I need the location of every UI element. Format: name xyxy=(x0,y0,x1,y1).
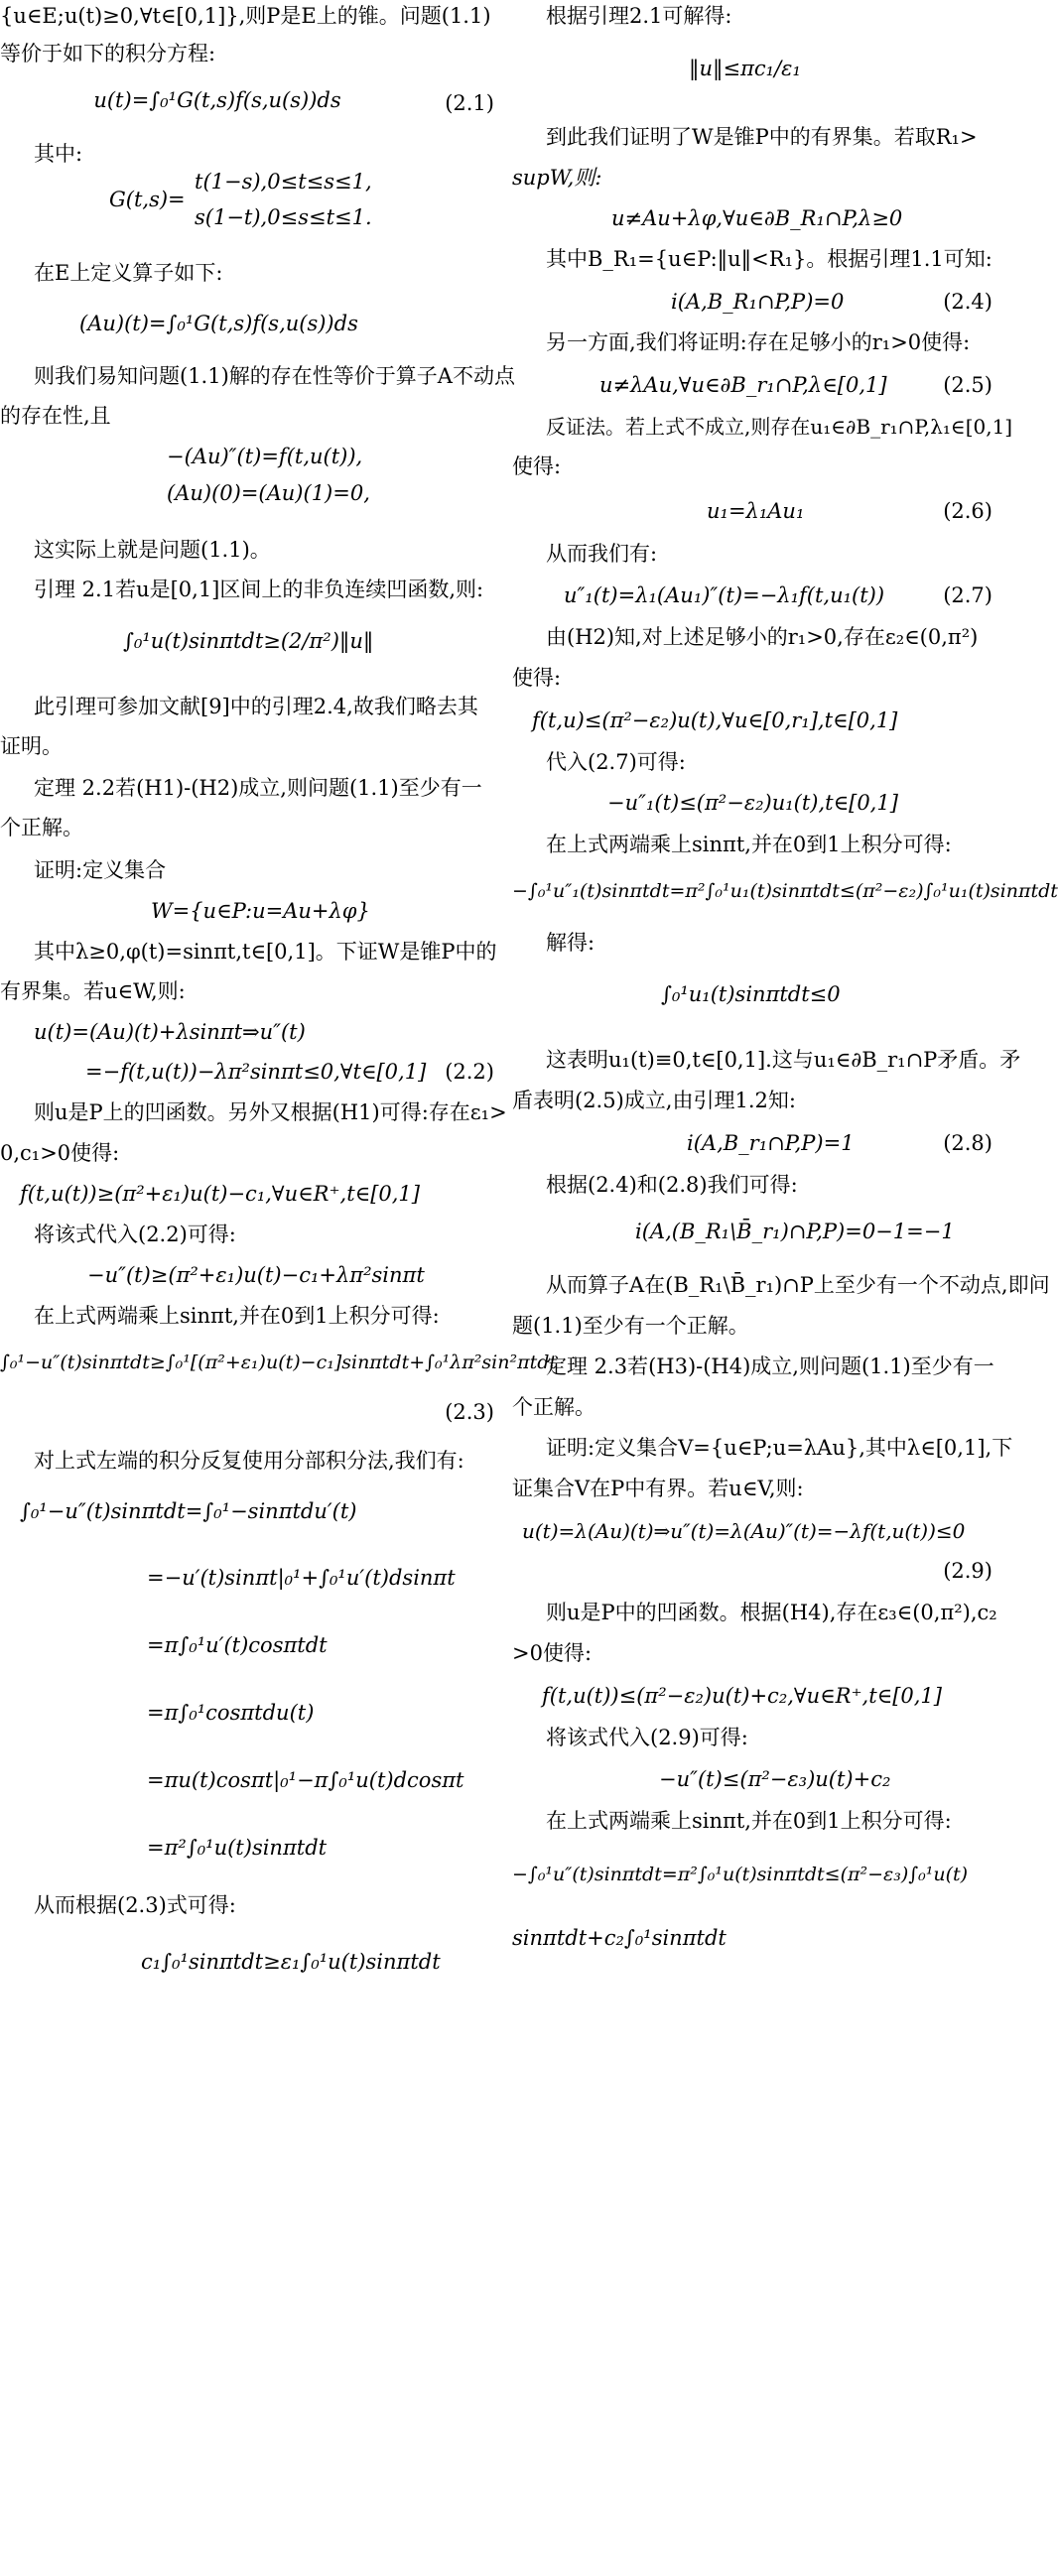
equation: sinπtdt+c₂∫₀¹sinπtdt xyxy=(512,1926,727,1950)
equation: =−u′(t)sinπt|₀¹+∫₀¹u′(t)dsinπt xyxy=(147,1566,456,1590)
text-line: 反证法。若上式不成立,则存在u₁∈∂B_r₁∩P,λ₁∈[0,1] xyxy=(546,415,1013,439)
text-line: supW,则: xyxy=(512,166,602,190)
equation: u≠Au+λφ,∀u∈∂B_R₁∩P,λ≥0 xyxy=(611,206,903,230)
equation: −∫₀¹u″₁(t)sinπtdt=π²∫₀¹u₁(t)sinπtdt≤(π²−ε₂)∫₀¹u₁(t)sinπtdt xyxy=(512,880,1058,902)
equation: i(A,B_r₁∩P,P)=1 xyxy=(687,1131,855,1155)
equation: =π²∫₀¹u(t)sinπtdt xyxy=(147,1836,328,1860)
equation: u(t)=∫₀¹G(t,s)f(s,u(s))ds xyxy=(93,88,341,112)
equation: −(Au)″(t)=f(t,u(t)), xyxy=(167,445,363,468)
text-line: 代入(2.7)可得: xyxy=(546,750,686,774)
equation-number: (2.4) xyxy=(943,290,992,314)
text-line: 从而根据(2.3)式可得: xyxy=(34,1893,236,1917)
text-line: 在上式两端乘上sinπt,并在0到1上积分可得: xyxy=(34,1304,440,1328)
text-line: 此引理可参加文献[9]中的引理2.4,故我们略去其 xyxy=(34,695,478,718)
equation: (Au)(0)=(Au)(1)=0, xyxy=(167,481,370,505)
text-line: 其中λ≥0,φ(t)=sinπt,t∈[0,1]。下证W是锥P中的 xyxy=(34,940,497,964)
text-line: >0使得: xyxy=(512,1641,593,1665)
text-line: 使得: xyxy=(512,666,562,690)
theorem-statement: 定理 2.3若(H3)-(H4)成立,则问题(1.1)至少有一 xyxy=(546,1354,994,1378)
text-line: 证集合V在P中有界。若u∈V,则: xyxy=(512,1477,804,1500)
text-line: 这实际上就是问题(1.1)。 xyxy=(34,538,271,562)
text-line: 由(H2)知,对上述足够小的r₁>0,存在ε₂∈(0,π²) xyxy=(546,625,979,649)
equation-number: (2.3) xyxy=(445,1400,494,1424)
text-line: 盾表明(2.5)成立,由引理1.2知: xyxy=(512,1089,796,1112)
text-line: 题(1.1)至少有一个正解。 xyxy=(512,1314,749,1338)
equation: =−f(t,u(t))−λπ²sinπt≤0,∀t∈[0,1] xyxy=(85,1060,427,1084)
text-line: 证明。 xyxy=(0,734,63,758)
text-line: 在上式两端乘上sinπt,并在0到1上积分可得: xyxy=(546,833,952,856)
text-line: {u∈E;u(t)≥0,∀t∈[0,1]},则P是E上的锥。问题(1.1) xyxy=(0,4,491,28)
text-line: 根据(2.4)和(2.8)我们可得: xyxy=(546,1173,798,1197)
equation: =π∫₀¹u′(t)cosπtdt xyxy=(147,1633,328,1657)
equation: −u″(t)≤(π²−ε₃)u(t)+c₂ xyxy=(659,1767,891,1791)
text-line: 等价于如下的积分方程: xyxy=(0,42,216,65)
equation: f(t,u(t))≤(π²−ε₂)u(t)+c₂,∀u∈R⁺,t∈[0,1] xyxy=(542,1684,942,1708)
equation: i(A,(B_R₁\B̄_r₁)∩P,P)=0−1=−1 xyxy=(635,1220,955,1243)
equation: u₁=λ₁Au₁ xyxy=(707,499,805,523)
text-line: 对上式左端的积分反复使用分部积分法,我们有: xyxy=(34,1449,464,1473)
text-line: 将该式代入(2.9)可得: xyxy=(546,1726,748,1749)
equation: W={u∈P:u=Au+λφ} xyxy=(151,899,370,923)
text-line: 在E上定义算子如下: xyxy=(34,261,223,285)
equation-number: (2.6) xyxy=(943,499,992,523)
equation: u(t)=(Au)(t)+λsinπt⇒u″(t) xyxy=(34,1020,306,1044)
equation: t(1−s),0≤t≤s≤1, xyxy=(195,170,372,193)
text-line: 其中B_R₁={u∈P:‖u‖<R₁}。根据引理1.1可知: xyxy=(546,247,992,271)
text-line: 使得: xyxy=(512,454,562,478)
text-line: 个正解。 xyxy=(512,1395,595,1419)
equation-number: (2.8) xyxy=(943,1131,992,1155)
text-line: 个正解。 xyxy=(0,816,83,839)
text-line: 有界集。若u∈W,则: xyxy=(0,979,186,1003)
equation: c₁∫₀¹sinπtdt≥ε₁∫₀¹u(t)sinπtdt xyxy=(141,1950,441,1974)
equation: f(t,u(t))≥(π²+ε₁)u(t)−c₁,∀u∈R⁺,t∈[0,1] xyxy=(20,1182,420,1206)
text-line: 这表明u₁(t)≡0,t∈[0,1].这与u₁∈∂B_r₁∩P矛盾。矛 xyxy=(546,1048,1021,1072)
equation: ∫₀¹u₁(t)sinπtdt≤0 xyxy=(661,982,841,1006)
text-line: 到此我们证明了W是锥P中的有界集。若取R₁> xyxy=(546,125,978,149)
equation: f(t,u)≤(π²−ε₂)u(t),∀u∈[0,r₁],t∈[0,1] xyxy=(532,708,898,732)
text-line: 则u是P上的凹函数。另外又根据(H1)可得:存在ε₁> xyxy=(34,1100,507,1124)
equation: −u″₁(t)≤(π²−ε₂)u₁(t),t∈[0,1] xyxy=(607,791,898,815)
text-line: 根据引理2.1可解得: xyxy=(546,4,732,28)
text-line: 证明:定义集合 xyxy=(34,858,167,882)
text-line: 证明:定义集合V={u∈P;u=λAu},其中λ∈[0,1],下 xyxy=(546,1436,1013,1460)
text-line: 从而我们有: xyxy=(546,542,658,566)
equation: =πu(t)cosπt|₀¹−π∫₀¹u(t)dcosπt xyxy=(147,1768,464,1792)
text-line: 则我们易知问题(1.1)解的存在性等价于算子A不动点 xyxy=(34,364,515,388)
equation: ∫₀¹−u″(t)sinπtdt≥∫₀¹[(π²+ε₁)u(t)−c₁]sinπtdt+∫₀¹λπ²sin²πtdt xyxy=(0,1352,558,1373)
equation: −u″(t)≥(π²+ε₁)u(t)−c₁+λπ²sinπt xyxy=(87,1263,425,1287)
text-line: 其中: xyxy=(34,142,83,166)
equation: (Au)(t)=∫₀¹G(t,s)f(s,u(s))ds xyxy=(79,312,358,335)
equation-number: (2.1) xyxy=(445,91,494,115)
equation: u(t)=λ(Au)(t)⇒u″(t)=λ(Au)″(t)=−λf(t,u(t))≤0 xyxy=(522,1519,966,1543)
equation-number: (2.5) xyxy=(943,373,992,397)
equation: i(A,B_R₁∩P,P)=0 xyxy=(671,290,845,314)
equation: u≠λAu,∀u∈∂B_r₁∩P,λ∈[0,1] xyxy=(599,373,887,397)
equation: ∫₀¹−u″(t)sinπtdt=∫₀¹−sinπtdu′(t) xyxy=(20,1499,357,1523)
text-line: 将该式代入(2.2)可得: xyxy=(34,1223,236,1246)
text-line: 0,c₁>0使得: xyxy=(0,1141,120,1165)
text-line: 在上式两端乘上sinπt,并在0到1上积分可得: xyxy=(546,1809,952,1833)
equation: G(t,s)= xyxy=(109,188,186,211)
equation-number: (2.7) xyxy=(943,583,992,607)
equation: ∫₀¹u(t)sinπtdt≥(2/π²)‖u‖ xyxy=(123,629,374,653)
text-line: 的存在性,且 xyxy=(0,404,111,428)
text-line: 另一方面,我们将证明:存在足够小的r₁>0使得: xyxy=(546,330,971,354)
text-line: 从而算子A在(B_R₁\B̄_r₁)∩P上至少有一个不动点,即问 xyxy=(546,1273,1050,1297)
equation: s(1−t),0≤s≤t≤1. xyxy=(195,205,372,229)
equation: −∫₀¹u″(t)sinπtdt=π²∫₀¹u(t)sinπtdt≤(π²−ε₃)∫₀¹u(t) xyxy=(512,1864,969,1885)
text-line: 则u是P中的凹函数。根据(H4),存在ε₃∈(0,π²),c₂ xyxy=(546,1601,997,1624)
equation: u″₁(t)=λ₁(Au₁)″(t)=−λ₁f(t,u₁(t)) xyxy=(564,583,885,607)
equation-number: (2.9) xyxy=(943,1559,992,1583)
theorem-statement: 定理 2.2若(H1)-(H2)成立,则问题(1.1)至少有一 xyxy=(34,776,482,800)
equation: =π∫₀¹cosπtdu(t) xyxy=(147,1701,315,1725)
lemma-statement: 引理 2.1若u是[0,1]区间上的非负连续凹函数,则: xyxy=(34,578,484,601)
text-line: 解得: xyxy=(546,931,595,955)
equation: ‖u‖≤πc₁/ε₁ xyxy=(689,57,801,80)
equation-number: (2.2) xyxy=(445,1060,494,1084)
